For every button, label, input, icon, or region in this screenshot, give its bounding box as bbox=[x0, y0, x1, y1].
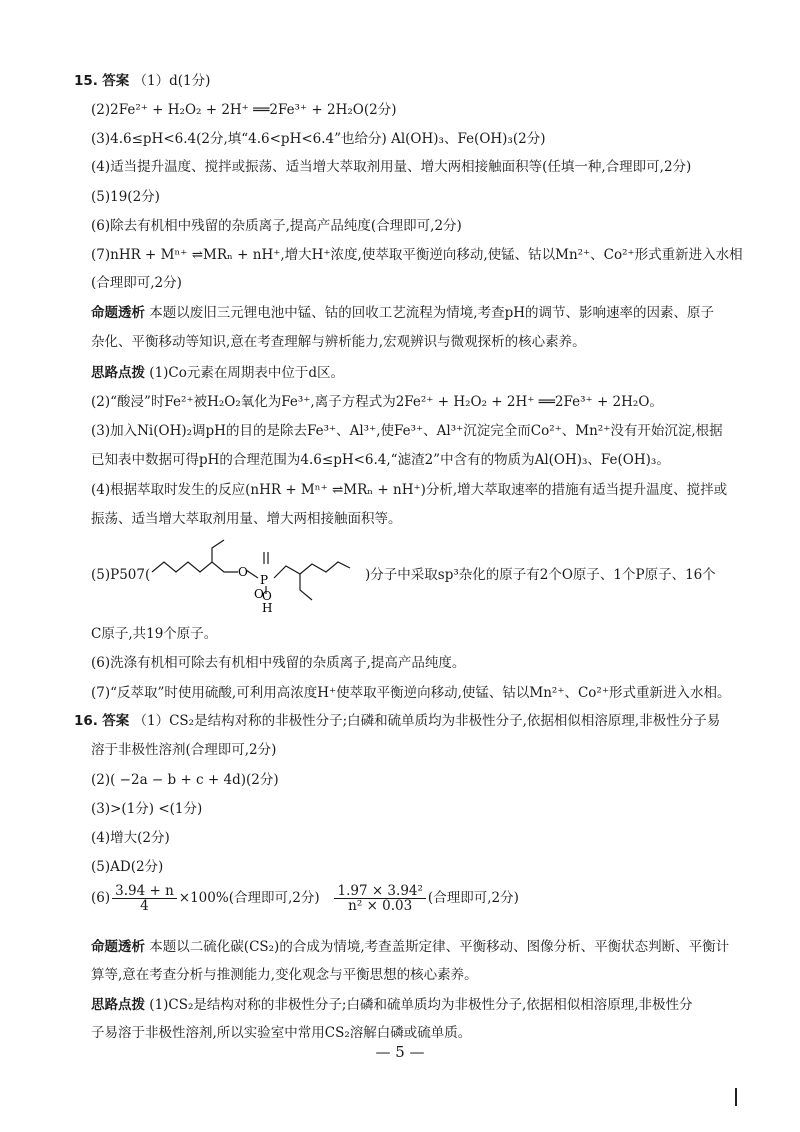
right-alkyl-chain bbox=[274, 562, 350, 578]
double-bond-oxygen-label: O bbox=[254, 587, 264, 601]
q16-hint-label: 思路点拨 bbox=[91, 997, 145, 1013]
q15-hint-5-suffix: )分子中采取sp³杂化的原子有2个O原子、1个P原子、16个 bbox=[365, 567, 716, 583]
q15-answer-7a: (7)nHR + Mⁿ⁺ ⇌MRₙ + nH⁺,增大H⁺浓度,使萃取平衡逆向移动,使锰、钴以Mn²⁺、Co²⁺形式重新进入水相 bbox=[91, 247, 743, 263]
q15-hint-label: 思路点拨 bbox=[91, 365, 145, 381]
left-ethyl-branch bbox=[212, 540, 224, 562]
equilibrium-fraction-numerator: 1.97 × 3.94² bbox=[334, 884, 425, 899]
q15-hint-line-1 bbox=[91, 364, 344, 382]
q15-hint-3b: 已知表中数据可得pH的合理范围为4.6≤pH<6.4,“滤渣2”中含有的物质为Al(OH)₃、Fe(OH)₃。 bbox=[91, 452, 670, 468]
yield-fraction-denominator: 4 bbox=[140, 898, 149, 914]
q15-hint-3a: (3)加入Ni(OH)₂调pH的目的是除去Fe³⁺、Al³⁺,使Fe³⁺、Al³⁺沉淀完全而Co²⁺、Mn²⁺没有开始沉淀,根据 bbox=[91, 423, 723, 439]
q15-number: 15. bbox=[74, 73, 98, 89]
q15-analysis-label: 命题透析 bbox=[91, 305, 145, 321]
equilibrium-constant-fraction bbox=[334, 884, 425, 913]
q15-answer-6: (6)除去有机相中残留的杂质离子,提高产品纯度(合理即可,2分) bbox=[91, 218, 462, 234]
q16-answer-label: 答案 bbox=[102, 713, 130, 729]
q15-answer-label: 答案 bbox=[102, 73, 130, 89]
q16-answer-3: (3)>(1分) <(1分) bbox=[91, 801, 203, 817]
right-ethyl-branch bbox=[300, 574, 312, 600]
hydroxyl-oxygen-label: O bbox=[262, 589, 272, 603]
hydroxyl-hydrogen-label: H bbox=[262, 601, 273, 614]
yield-fraction bbox=[112, 884, 177, 913]
edge-scan-mark bbox=[735, 1088, 737, 1106]
q16-analysis-line-1 bbox=[91, 938, 729, 956]
q16-analysis-1: 本题以二硫化碳(CS₂)的合成为情境,考查盖斯定律、平衡移动、图像分析、平衡状态判断、平衡计 bbox=[149, 939, 730, 955]
q15-analysis-1: 本题以废旧三元锂电池中锰、钴的回收工艺流程为情境,考查pH的调节、影响速率的因素、原子 bbox=[149, 305, 715, 321]
q15-hint-6: (6)洗涤有机相可除去有机相中残留的杂质离子,提高产品纯度。 bbox=[91, 655, 466, 671]
q16-analysis-label: 命题透析 bbox=[91, 939, 145, 955]
q16-hint-1b: 子易溶于非极性溶剂,所以实验室中常用CS₂溶解白磷或硫单质。 bbox=[91, 1025, 472, 1041]
equilibrium-fraction-denominator: n² × 0.03 bbox=[348, 898, 413, 914]
q15-hint-2: (2)“酸浸”时Fe²⁺被H₂O₂氧化为Fe³⁺,离子方程式为2Fe²⁺ + H₂O₂ + 2H⁺ ══2Fe³⁺ + 2H₂O。 bbox=[91, 394, 663, 410]
q15-hint-4a: (4)根据萃取时发生的反应(nHR + Mⁿ⁺ ⇌MRₙ + nH⁺)分析,增大萃取速率的措施有适当提升温度、搅拌或 bbox=[91, 482, 728, 498]
q15-answer-7b: (合理即可,2分) bbox=[91, 275, 182, 291]
q15-answer-3: (3)4.6≤pH<6.4(2分,填“4.6<pH<6.4”也给分) Al(OH)₃、Fe(OH)₃(2分) bbox=[91, 131, 546, 147]
q16-answer-6-end: (合理即可,2分) bbox=[427, 890, 519, 906]
q16-hint-line-1 bbox=[91, 996, 693, 1014]
q15-hint-1: (1)Co元素在周期表中位于d区。 bbox=[149, 365, 345, 381]
q15-hint-5b: C原子,共19个原子。 bbox=[91, 626, 218, 642]
q16-number: 16. bbox=[74, 713, 98, 729]
q16-answer-6-prefix: (6) bbox=[91, 890, 111, 906]
q15-answer-4: (4)适当提升温度、搅拌或振荡、适当增大萃取剂用量、增大两相接触面积等(任填一种,合理即可,2分) bbox=[91, 159, 692, 175]
q15-analysis-line-1 bbox=[91, 304, 714, 322]
ester-oxygen-label: O bbox=[238, 565, 248, 579]
q15-hint-4b: 振荡、适当增大萃取剂用量、增大两相接触面积等。 bbox=[91, 511, 402, 527]
q16-answer-1b: 溶于非极性溶剂(合理即可,2分) bbox=[91, 742, 277, 758]
q16-answer-5: (5)AD(2分) bbox=[91, 859, 164, 875]
left-alkyl-chain bbox=[152, 562, 238, 572]
q15-answer-1: （1）d(1分) bbox=[133, 73, 211, 89]
q16-analysis-2: 算等,意在考查分析与推测能力,变化观念与平衡思想的核心素养。 bbox=[91, 967, 478, 983]
p507-structure-diagram bbox=[150, 534, 360, 614]
page-number: — 5 — bbox=[375, 1043, 425, 1061]
q15-answer-line-1 bbox=[74, 72, 210, 90]
q15-hint-5-prefix: (5)P507( bbox=[91, 567, 151, 583]
yield-fraction-numerator: 3.94 + n bbox=[112, 884, 177, 899]
q15-hint-7: (7)“反萃取”时使用硫酸,可利用高浓度H⁺使萃取平衡逆向移动,使锰、钴以Mn²⁺、Co²⁺形式重新进入水相。 bbox=[91, 685, 731, 701]
q16-answer-line-1 bbox=[74, 712, 720, 730]
q16-answer-6 bbox=[91, 883, 519, 913]
q16-answer-2: (2)( −2a − b + c + 4d)(2分) bbox=[91, 772, 279, 788]
q16-answer-1a: （1）CS₂是结构对称的非极性分子;白磷和硫单质均为非极性分子,依据相似相溶原理,非极性分子易 bbox=[133, 713, 721, 729]
q16-answer-4: (4)增大(2分) bbox=[91, 830, 170, 846]
q15-answer-2: (2)2Fe²⁺ + H₂O₂ + 2H⁺ ══2Fe³⁺ + 2H₂O(2分) bbox=[91, 102, 397, 118]
q15-analysis-2: 杂化、平衡移动等知识,意在考查理解与辨析能力,宏观辨识与微观探析的核心素养。 bbox=[91, 334, 586, 350]
q15-answer-5: (5)19(2分) bbox=[91, 189, 160, 205]
q16-answer-6-mid: ×100%(合理即可,2分) bbox=[178, 890, 320, 906]
q16-hint-1a: (1)CS₂是结构对称的非极性分子;白磷和硫单质均为非极性分子,依据相似相溶原理,非极性分 bbox=[149, 997, 693, 1013]
phosphorus-label: P bbox=[260, 573, 269, 587]
